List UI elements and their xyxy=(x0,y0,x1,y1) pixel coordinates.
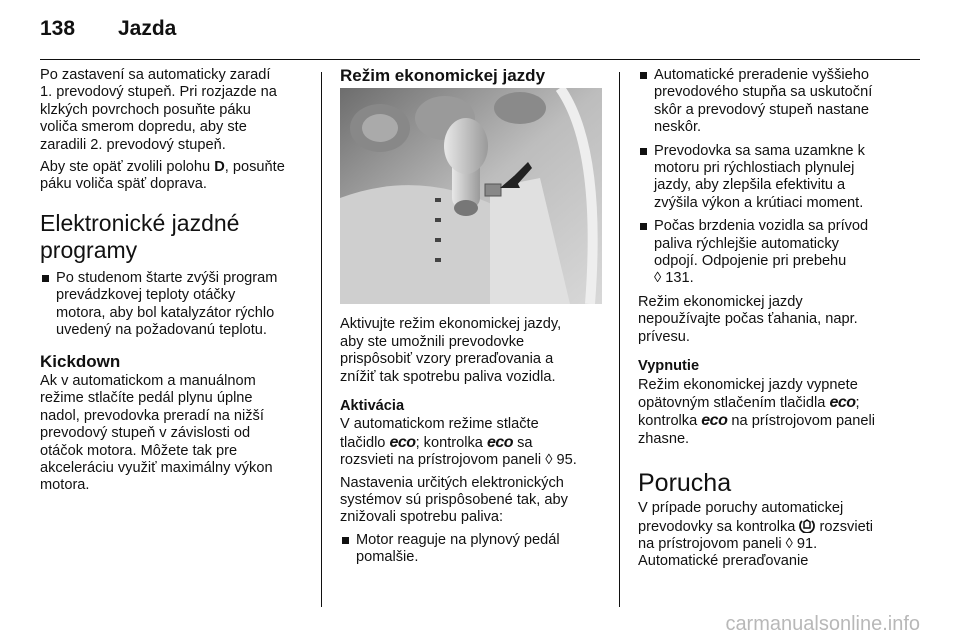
paragraph-switch-off xyxy=(638,377,918,449)
heading-switch-off: Vypnutie xyxy=(638,358,700,375)
heading-kickdown: Kickdown xyxy=(40,352,121,372)
list-item-text: Po studenom štarte zvýši program prevádzkovej teploty otáčky motora, aby bol katalyzátor rýchlo uvedený na požadovanú teplotu. xyxy=(56,269,278,339)
paragraph-reselect xyxy=(40,159,308,194)
text: ; kontrolka xyxy=(415,434,487,451)
cross-reference-icon: ◊ xyxy=(654,270,662,287)
paragraph-activation xyxy=(340,416,610,469)
text: , posuňte páku voliča späť doprava. xyxy=(40,159,285,193)
column-2 xyxy=(340,67,610,573)
list-item-text: Motor reaguje na plynový pedál pomalšie. xyxy=(356,531,560,566)
gear-fault-warning-icon xyxy=(799,518,815,533)
text: sa rozsvieti na prístrojovom paneli xyxy=(340,434,542,469)
gear-selector-photo xyxy=(340,88,602,304)
text: rozsvieti na prístrojovom paneli xyxy=(638,518,874,552)
eco-icon: eco xyxy=(486,433,514,451)
list-item-text: Prevodovka sa sama uzamkne k motoru pri rýchlostiach plynulej jazdy, aby zlepšila efektivitu a zvýšila výkon a krútiaci moment. xyxy=(654,142,865,211)
paragraph-eco-intro: Aktivujte režim ekonomickej jazdy, aby ste umožnili prevodovke prispôsobiť vzory preraďovania a znížiť tak spotrebu paliva vozidla. xyxy=(340,316,562,385)
cross-reference-icon: ◊ xyxy=(785,535,793,552)
cross-reference-icon: ◊ xyxy=(545,452,553,469)
eco-icon: eco xyxy=(701,412,728,430)
square-bullet-icon xyxy=(342,537,349,544)
eco-icon: eco xyxy=(389,433,416,451)
heading-eco-mode: Režim ekonomickej jazdy xyxy=(340,66,546,85)
list-item-text: Počas brzdenia vozidla sa prívod paliva rýchlejšie automaticky odpojí. Odpojenie pri prebehu xyxy=(654,218,869,270)
square-bullet-icon xyxy=(42,275,49,282)
column-3 xyxy=(638,67,918,576)
column-divider-2 xyxy=(619,72,620,607)
page-reference: 131. xyxy=(661,270,694,287)
list-item xyxy=(638,143,918,213)
header-rule xyxy=(40,59,920,60)
page-number: 138 xyxy=(40,17,76,40)
paragraph-kickdown: Ak v automatickom a manuálnom režime stlačíte pedál plynu úplne nadol, prevodovka preradí na nižší prevodový stupeň v závislosti od otáčok motora. Môžete tak pre akceleráciu využiť maximálny výkon motora. xyxy=(40,372,273,494)
list-item-text: Automatické preradenie vyššieho prevodového stupňa sa uskutoční skôr a prevodový stupeň nastane neskôr. xyxy=(654,67,873,136)
text: V prípade poruchy automatickej prevodovky sa kontrolka xyxy=(638,500,844,535)
square-bullet-icon xyxy=(640,72,647,79)
page-reference: 91. xyxy=(792,535,818,552)
list-item xyxy=(340,532,610,567)
text: na prístrojovom paneli zhasne. xyxy=(638,413,875,447)
heading-activation: Aktivácia xyxy=(340,398,405,415)
eco-icon: eco xyxy=(829,393,856,411)
paragraph-stop: Po zastavení sa automaticky zaradí 1. prevodový stupeň. Pri rozjazde na klzkých povrchoch posuňte páku voliča smerom dopredu, aby ste zaradili 2. prevodový stupeň. xyxy=(40,67,277,153)
square-bullet-icon xyxy=(640,148,647,155)
square-bullet-icon xyxy=(640,223,647,230)
text: Automatické preraďovanie xyxy=(638,553,809,570)
text: Aby ste opäť zvolili polohu xyxy=(40,159,215,176)
watermark: carmanualsonline.info xyxy=(725,613,920,635)
page-header xyxy=(40,17,920,45)
text: ; kontrolka xyxy=(638,394,860,430)
column-1 xyxy=(40,67,308,500)
heading-electronic-programs: Elektronické jazdné programy xyxy=(40,209,240,263)
page-title: Jazda xyxy=(118,17,177,40)
page-reference: 95. xyxy=(552,452,577,469)
text: V automatickom režime stlačte tlačidlo xyxy=(340,416,539,451)
list-item xyxy=(638,67,918,137)
position-d: D xyxy=(214,159,225,176)
paragraph-no-trailer: Režim ekonomickej jazdy nepoužívajte počas ťahania, napr. prívesu. xyxy=(638,293,858,345)
text: Režim ekonomickej jazdy vypnete opätovným stlačením tlačidla xyxy=(638,376,858,411)
paragraph-settings: Nastavenia určitých elektronických systémov sú prispôsobené tak, aby znižovali spotrebu paliva: xyxy=(340,474,568,526)
column-divider-1 xyxy=(321,72,322,607)
paragraph-failure xyxy=(638,500,918,571)
list-item xyxy=(638,218,918,288)
heading-failure: Porucha xyxy=(638,469,732,498)
list-item xyxy=(40,270,308,340)
